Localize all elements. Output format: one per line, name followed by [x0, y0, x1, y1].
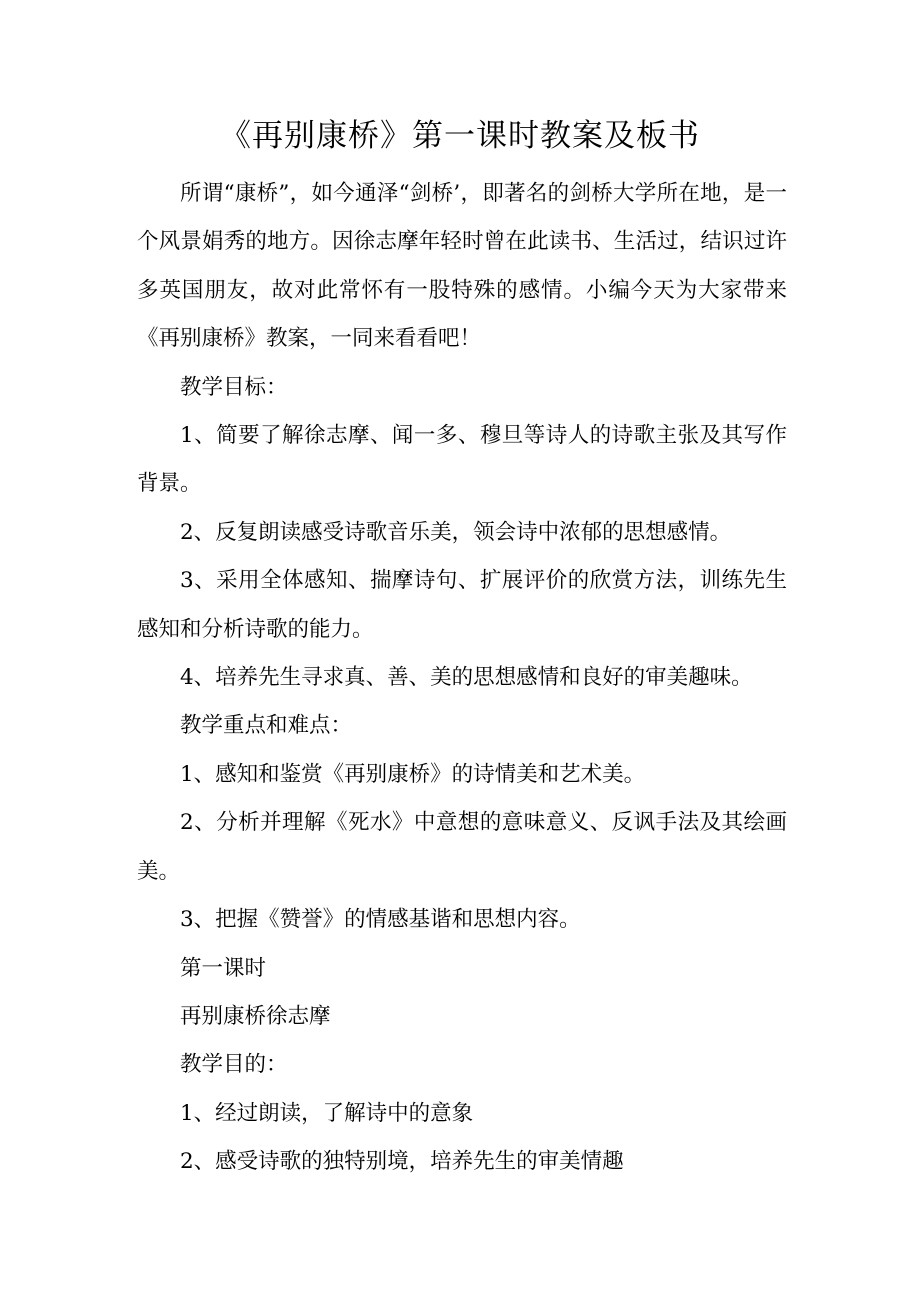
key-point-item-3: 3、把握《赞誉》的情感基谐和思想内容。 — [180, 907, 581, 933]
key-point-item-2: 2、分析并理解《死水》中意想的意味意义、反讽手法及其绘画美。 — [137, 810, 787, 884]
document-body — [137, 170, 787, 1187]
key-point-item-1: 1、感知和鉴赏《再别康桥》的诗情美和艺术美。 — [180, 761, 646, 787]
section-heading-teaching-goals: 教学目标： — [180, 374, 288, 400]
goal-item-3: 3、采用全体感知、揣摩诗句、扩展评价的欣赏方法，训练先生感知和分析诗歌的能力。 — [137, 568, 787, 642]
document-title: 《再别康桥》第一课时教案及板书 — [220, 118, 700, 154]
intro-paragraph: 所谓“康桥”，如今通泽“剑桥’，即著名的剑桥大学所在地，是一个风景娟秀的地方。因徐志摩年轻时曾在此读书、生活过，结识过许多英国朋友，故对此常怀有一股特殊的感情。小编今天为大家带来《再别康桥》教案，一同来看看吧！ — [137, 181, 787, 352]
section-heading-key-points: 教学重点和难点： — [180, 713, 353, 739]
goal-item-1: 1、简要了解徐志摩、闻一多、穆旦等诗人的诗歌主张及其写作背景。 — [137, 423, 787, 497]
lesson-heading: 第一课时 — [180, 955, 267, 981]
section-heading-teaching-purpose: 教学目的： — [180, 1052, 288, 1078]
purpose-item-2: 2、感受诗歌的独特别境，培养先生的审美情趣 — [180, 1149, 624, 1175]
purpose-item-1: 1、经过朗读，了解诗中的意象 — [180, 1100, 474, 1126]
poem-title-author: 再别康桥徐志摩 — [180, 1003, 331, 1029]
goal-item-2: 2、反复朗读感受诗歌音乐美，领会诗中浓郁的思想感情。 — [180, 519, 732, 545]
goal-item-4: 4、培养先生寻求真、善、美的思想感情和良好的审美趣味。 — [180, 665, 753, 691]
